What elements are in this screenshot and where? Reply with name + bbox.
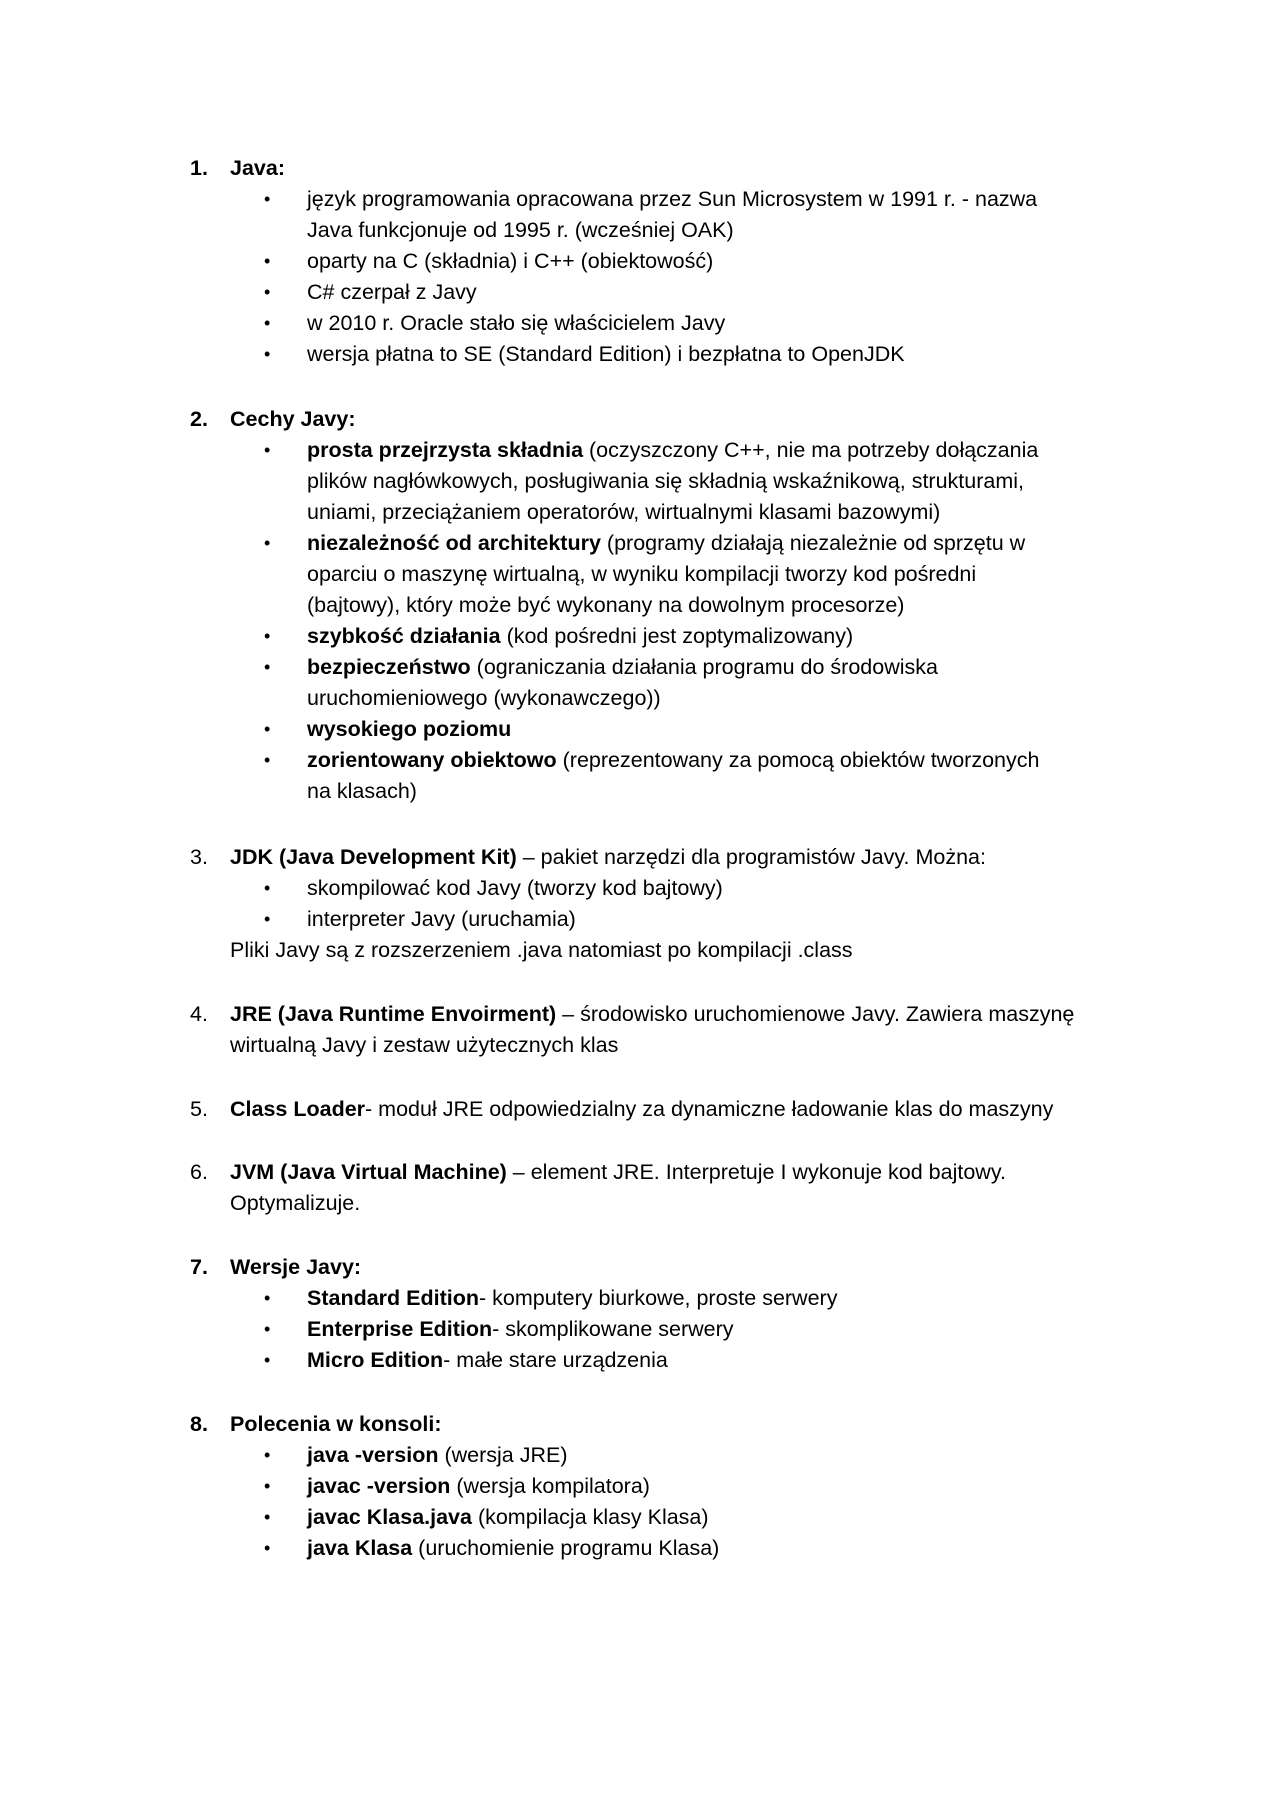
- term: Class Loader: [230, 1097, 366, 1121]
- description: – środowisko uruchomienowe Javy. Zawiera maszynę: [556, 1002, 1075, 1026]
- list-item: [307, 1314, 734, 1345]
- term: zorientowany obiektowo: [307, 748, 557, 772]
- list-item: [307, 1345, 668, 1376]
- term: prosta przejrzysta składnia: [307, 438, 584, 462]
- list-item: [307, 652, 938, 683]
- list-item: [307, 435, 1038, 466]
- term: javac Klasa.java: [307, 1505, 472, 1529]
- description: (uruchomienie programu Klasa): [412, 1536, 720, 1560]
- bullet-icon: •: [264, 1445, 271, 1465]
- section-number: 2.: [190, 407, 208, 431]
- list-item: język programowania opracowana przez Sun Microsystem w 1991 r. - nazwa: [307, 187, 1038, 211]
- section-number: 1.: [190, 156, 208, 180]
- bullet-icon: •: [264, 1288, 271, 1308]
- section-continuation: Optymalizuje.: [230, 1191, 361, 1215]
- section-title: Wersje Javy:: [230, 1255, 362, 1279]
- description: – pakiet narzędzi dla programistów Javy. Można:: [516, 845, 986, 869]
- section-number: 8.: [190, 1412, 208, 1436]
- term: niezależność od architektury: [307, 531, 601, 555]
- term: java -version: [307, 1443, 439, 1467]
- list-item-continuation: (bajtowy), który może być wykonany na dowolnym procesorze): [307, 593, 905, 617]
- list-item: [307, 745, 1039, 776]
- section-continuation: wirtualną Javy i zestaw użytecznych klas: [230, 1033, 619, 1057]
- section-number: 3.: [190, 845, 208, 869]
- description: (kod pośredni jest zoptymalizowany): [500, 624, 854, 648]
- list-item-continuation: Java funkcjonuje od 1995 r. (wcześniej OAK): [307, 218, 734, 242]
- bullet-icon: •: [264, 533, 271, 553]
- description: (programy działają niezależnie od sprzętu w: [600, 531, 1026, 555]
- bullet-icon: •: [264, 1507, 271, 1527]
- bullet-icon: •: [264, 189, 271, 209]
- term: szybkość działania: [307, 624, 501, 648]
- term: java Klasa: [307, 1536, 413, 1560]
- section-title: Java:: [230, 156, 285, 180]
- bullet-icon: •: [264, 313, 271, 333]
- bullet-icon: •: [264, 657, 271, 677]
- list-item-continuation: plików nagłówkowych, posługiwania się składnią wskaźnikową, strukturami,: [307, 469, 1024, 493]
- section-number: 4.: [190, 1002, 208, 1026]
- bullet-icon: •: [264, 626, 271, 646]
- bullet-icon: •: [264, 251, 271, 271]
- description: (wersja kompilatora): [450, 1474, 650, 1498]
- list-item: [307, 621, 853, 652]
- term: JDK (Java Development Kit): [230, 845, 517, 869]
- section-note: Pliki Javy są z rozszerzeniem .java natomiast po kompilacji .class: [230, 938, 853, 962]
- section-heading: [230, 999, 1074, 1030]
- list-item: [307, 1533, 719, 1564]
- bullet-icon: •: [264, 878, 271, 898]
- section-number: 5.: [190, 1097, 208, 1121]
- bullet-icon: •: [264, 1319, 271, 1339]
- description: (kompilacja klasy Klasa): [471, 1505, 709, 1529]
- description: - komputery biurkowe, proste serwery: [479, 1286, 838, 1310]
- section-title: Polecenia w konsoli:: [230, 1412, 442, 1436]
- bullet-icon: •: [264, 909, 271, 929]
- description: (wersja JRE): [438, 1443, 568, 1467]
- list-item-continuation: uniami, przeciążaniem operatorów, wirtualnymi klasami bazowymi): [307, 500, 941, 524]
- list-item: interpreter Javy (uruchamia): [307, 907, 576, 931]
- bullet-icon: •: [264, 1476, 271, 1496]
- list-item: w 2010 r. Oracle stało się właścicielem Javy: [307, 311, 726, 335]
- description: (reprezentowany za pomocą obiektów tworzonych: [556, 748, 1040, 772]
- bullet-icon: •: [264, 1350, 271, 1370]
- list-item: [307, 714, 511, 745]
- list-item: [307, 1502, 709, 1533]
- list-item: [307, 1440, 567, 1471]
- list-item: wersja płatna to SE (Standard Edition) i bezpłatna to OpenJDK: [307, 342, 905, 366]
- bullet-icon: •: [264, 1538, 271, 1558]
- list-item: [307, 528, 1025, 559]
- description: – element JRE. Interpretuje I wykonuje kod bajtowy.: [506, 1160, 1006, 1184]
- section-heading: [230, 1157, 1006, 1188]
- description: - moduł JRE odpowiedzialny za dynamiczne ładowanie klas do maszyny: [365, 1097, 1054, 1121]
- list-item: skompilować kod Javy (tworzy kod bajtowy): [307, 876, 723, 900]
- term: JVM (Java Virtual Machine): [230, 1160, 507, 1184]
- term: Standard Edition: [307, 1286, 479, 1310]
- section-title: Cechy Javy:: [230, 407, 356, 431]
- section-heading: [230, 1094, 1053, 1125]
- section-number: 6.: [190, 1160, 208, 1184]
- term: JRE (Java Runtime Envoirment): [230, 1002, 557, 1026]
- bullet-icon: •: [264, 750, 271, 770]
- term: wysokiego poziomu: [307, 717, 512, 741]
- list-item: [307, 1283, 837, 1314]
- term: Enterprise Edition: [307, 1317, 493, 1341]
- bullet-icon: •: [264, 282, 271, 302]
- list-item: [307, 1471, 650, 1502]
- list-item: oparty na C (składnia) i C++ (obiektowość): [307, 249, 714, 273]
- description: (oczyszczony C++, nie ma potrzeby dołączania: [583, 438, 1039, 462]
- term: Micro Edition: [307, 1348, 444, 1372]
- list-item-continuation: uruchomieniowego (wykonawczego)): [307, 686, 661, 710]
- description: - małe stare urządzenia: [443, 1348, 668, 1372]
- list-item: C# czerpał z Javy: [307, 280, 477, 304]
- bullet-icon: •: [264, 719, 271, 739]
- list-item-continuation: na klasach): [307, 779, 417, 803]
- section-heading: [230, 842, 986, 873]
- description: (ograniczania działania programu do środowiska: [470, 655, 938, 679]
- section-number: 7.: [190, 1255, 208, 1279]
- bullet-icon: •: [264, 344, 271, 364]
- description: - skomplikowane serwery: [492, 1317, 734, 1341]
- bullet-icon: •: [264, 440, 271, 460]
- term: javac -version: [307, 1474, 451, 1498]
- term: bezpieczeństwo: [307, 655, 471, 679]
- list-item-continuation: oparciu o maszynę wirtualną, w wyniku kompilacji tworzy kod pośredni: [307, 562, 977, 586]
